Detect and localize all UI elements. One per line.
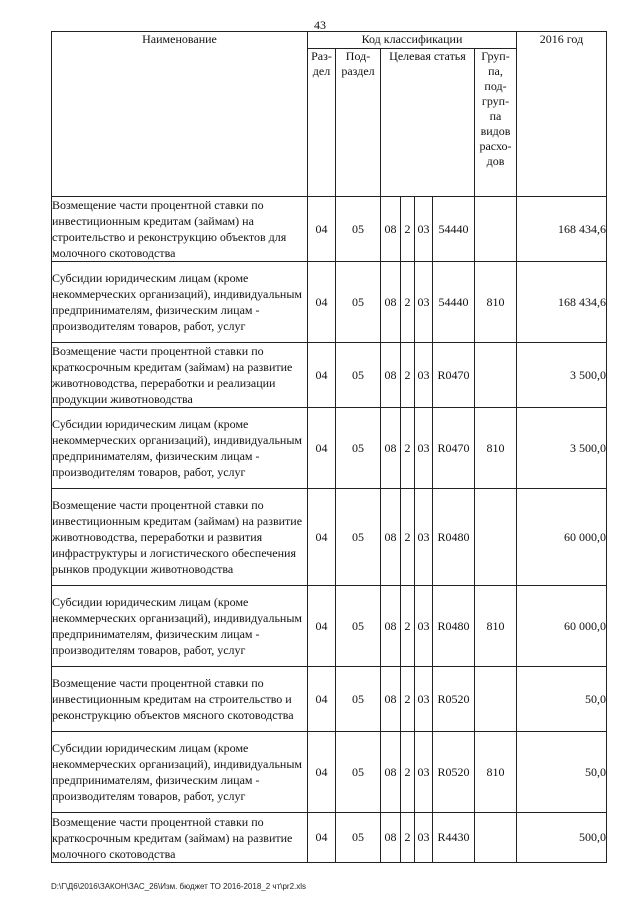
row-target-direction: R0520 [433,667,475,732]
row-name: Субсидии юридическим лицам (кроме некоммерческих организаций), индивидуальным предпринимателям, физическим лицам - производителям товаров, работ, услуг [52,262,308,343]
row-subsection: 05 [336,408,381,489]
row-amount: 50,0 [517,732,607,813]
row-target-direction: R4430 [433,813,475,863]
row-target-program: 08 [381,197,401,262]
row-target-program: 08 [381,813,401,863]
row-amount: 168 434,6 [517,262,607,343]
row-target-event: 03 [415,732,433,813]
row-expense-group [475,197,517,262]
row-target-event: 03 [415,408,433,489]
row-target-subprogram: 2 [401,813,415,863]
row-expense-group: 810 [475,586,517,667]
row-target-direction: R0480 [433,586,475,667]
row-target-program: 08 [381,732,401,813]
header-target-article: Целевая статья [381,49,475,197]
row-name: Субсидии юридическим лицам (кроме некоммерческих организаций), индивидуальным предпринимателям, физическим лицам - производителям товаров, работ, услуг [52,732,308,813]
row-section: 04 [308,489,336,586]
header-name: Наименование [52,32,308,197]
page-number: 43 [314,18,326,32]
row-target-event: 03 [415,343,433,408]
row-amount: 3 500,0 [517,343,607,408]
table-row [52,262,607,343]
row-section: 04 [308,408,336,489]
row-name: Возмещение части процентной ставки по инвестиционным кредитам на строительство и реконструкцию объектов мясного скотоводства [52,667,308,732]
table-body [52,197,607,863]
row-target-subprogram: 2 [401,667,415,732]
table-row [52,586,607,667]
row-amount: 168 434,6 [517,197,607,262]
header-year: 2016 год [517,32,607,197]
row-target-program: 08 [381,489,401,586]
header-section: Раз- дел [308,49,336,197]
row-section: 04 [308,197,336,262]
row-expense-group [475,489,517,586]
row-expense-group: 810 [475,732,517,813]
row-section: 04 [308,586,336,667]
row-subsection: 05 [336,489,381,586]
row-expense-group [475,667,517,732]
row-target-direction: R0520 [433,732,475,813]
row-name: Субсидии юридическим лицам (кроме некоммерческих организаций), индивидуальным предпринимателям, физическим лицам - производителям товаров, работ, услуг [52,586,308,667]
row-target-subprogram: 2 [401,489,415,586]
row-target-event: 03 [415,489,433,586]
row-target-event: 03 [415,586,433,667]
row-amount: 50,0 [517,667,607,732]
row-section: 04 [308,813,336,863]
table-row [52,813,607,863]
row-name: Возмещение части процентной ставки по инвестиционным кредитам (займам) на развитие животноводства, переработки и развития инфраструктуры и логистического обеспечения рынков продукции животноводства [52,489,308,586]
row-target-event: 03 [415,262,433,343]
row-section: 04 [308,732,336,813]
row-section: 04 [308,262,336,343]
table-row [52,489,607,586]
row-section: 04 [308,667,336,732]
row-target-direction: 54440 [433,262,475,343]
row-amount: 60 000,0 [517,489,607,586]
row-target-program: 08 [381,262,401,343]
row-target-event: 03 [415,667,433,732]
row-target-program: 08 [381,343,401,408]
row-expense-group [475,813,517,863]
row-target-subprogram: 2 [401,262,415,343]
row-target-subprogram: 2 [401,343,415,408]
row-subsection: 05 [336,343,381,408]
file-path-footer: D:\Г\Д6\2016\ЗАКОН\ЗАС_26\Изм. бюджет ТО 2016-2018_2 чт\pr2.xls [51,882,307,891]
row-subsection: 05 [336,813,381,863]
row-subsection: 05 [336,732,381,813]
row-target-direction: R0480 [433,489,475,586]
row-subsection: 05 [336,197,381,262]
header-expense-group: Груп- па, под- груп- па видов расхо- дов [475,49,517,197]
row-subsection: 05 [336,586,381,667]
row-target-subprogram: 2 [401,197,415,262]
row-target-direction: 54440 [433,197,475,262]
header-subsection: Под- раздел [336,49,381,197]
row-expense-group: 810 [475,262,517,343]
row-target-direction: R0470 [433,343,475,408]
row-amount: 60 000,0 [517,586,607,667]
row-amount: 500,0 [517,813,607,863]
row-target-subprogram: 2 [401,408,415,489]
row-subsection: 05 [336,667,381,732]
row-target-program: 08 [381,408,401,489]
row-target-program: 08 [381,667,401,732]
row-target-event: 03 [415,813,433,863]
row-name: Возмещение части процентной ставки по краткосрочным кредитам (займам) на развитие животноводства, переработки и реализации продукции животноводства [52,343,308,408]
row-target-event: 03 [415,197,433,262]
row-name: Возмещение части процентной ставки по краткосрочным кредитам (займам) на развитие молочного скотоводства [52,813,308,863]
row-expense-group: 810 [475,408,517,489]
row-name: Субсидии юридическим лицам (кроме некоммерческих организаций), индивидуальным предпринимателям, физическим лицам - производителям товаров, работ, услуг [52,408,308,489]
table-row [52,408,607,489]
header-classification: Код классификации [308,32,517,49]
row-target-subprogram: 2 [401,586,415,667]
table-row [52,732,607,813]
row-amount: 3 500,0 [517,408,607,489]
table-row [52,667,607,732]
row-target-subprogram: 2 [401,732,415,813]
row-target-program: 08 [381,586,401,667]
row-section: 04 [308,343,336,408]
table-row [52,343,607,408]
table-row [52,197,607,262]
row-name: Возмещение части процентной ставки по инвестиционным кредитам (займам) на строительство и реконструкцию объектов для молочного скотоводства [52,197,308,262]
row-target-direction: R0470 [433,408,475,489]
row-subsection: 05 [336,262,381,343]
row-expense-group [475,343,517,408]
budget-table [51,31,607,863]
